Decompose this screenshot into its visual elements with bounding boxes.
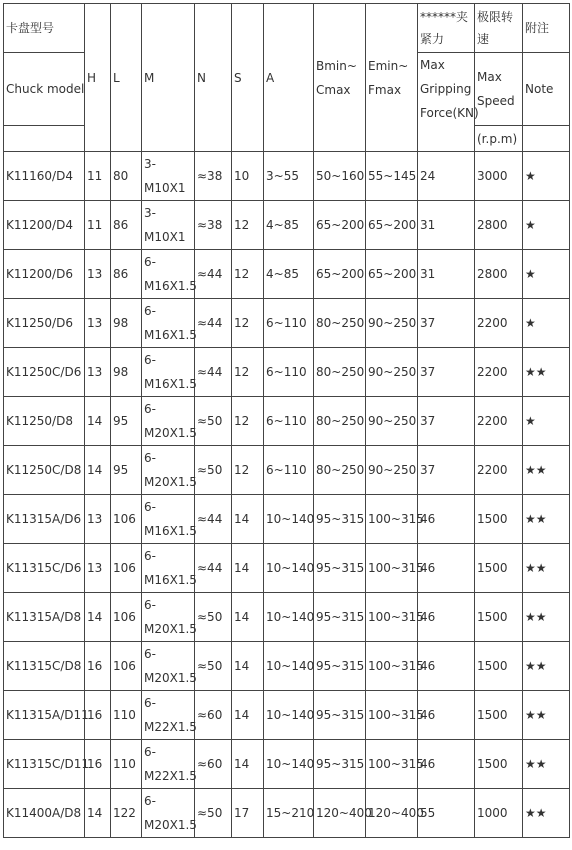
cell-force: 37 [418, 446, 475, 495]
cell-note: ★★ [523, 642, 570, 691]
cell-M [142, 348, 195, 397]
cell-S: 14 [232, 544, 264, 593]
cell-S: 12 [232, 250, 264, 299]
cell-M [142, 789, 195, 838]
cell-A: 10~140 [264, 495, 314, 544]
table-row [4, 299, 570, 348]
cell-E: 120~400 [366, 789, 418, 838]
cell-M-count: 3- [144, 157, 156, 171]
cell-B: 50~160 [314, 152, 366, 201]
cell-M [142, 495, 195, 544]
header-L: L [111, 4, 142, 152]
cell-A: 6~110 [264, 397, 314, 446]
cell-M [142, 593, 195, 642]
cell-speed: 1500 [475, 593, 523, 642]
cell-N: ≈38 [195, 152, 232, 201]
table-row [4, 593, 570, 642]
cell-H: 14 [85, 593, 111, 642]
cell-M [142, 299, 195, 348]
cell-L: 110 [111, 691, 142, 740]
cell-B: 95~315 [314, 740, 366, 789]
cell-H: 16 [85, 740, 111, 789]
cell-speed: 1500 [475, 544, 523, 593]
cell-H: 11 [85, 201, 111, 250]
cell-M-thread: M16X1.5 [144, 573, 197, 587]
header-E-line1: Emin~ [368, 58, 409, 73]
cell-H: 14 [85, 397, 111, 446]
header-force-line1: Max [420, 58, 445, 72]
cell-H: 14 [85, 446, 111, 495]
cell-M-count: 6- [144, 598, 156, 612]
cell-M-count: 6- [144, 696, 156, 710]
cell-A: 6~110 [264, 446, 314, 495]
cell-force: 37 [418, 348, 475, 397]
cell-model: K11315A/D8 [4, 593, 85, 642]
header-model-blank [4, 126, 85, 152]
cell-M-thread: M20X1.5 [144, 671, 197, 685]
header-speed-zh: 极限转速 [475, 4, 523, 53]
cell-B: 95~315 [314, 593, 366, 642]
cell-model: K11315C/D8 [4, 642, 85, 691]
cell-B: 65~200 [314, 201, 366, 250]
cell-speed: 1000 [475, 789, 523, 838]
cell-A: 10~140 [264, 642, 314, 691]
cell-M-count: 6- [144, 745, 156, 759]
cell-note: ★★ [523, 691, 570, 740]
cell-speed: 1500 [475, 495, 523, 544]
cell-A: 10~140 [264, 691, 314, 740]
cell-E: 100~315 [366, 740, 418, 789]
cell-M [142, 740, 195, 789]
cell-B: 80~250 [314, 348, 366, 397]
header-M: M [142, 4, 195, 152]
cell-force: 31 [418, 201, 475, 250]
cell-force: 55 [418, 789, 475, 838]
cell-M-thread: M16X1.5 [144, 524, 197, 538]
cell-L: 86 [111, 201, 142, 250]
header-speed [475, 53, 523, 126]
cell-S: 12 [232, 446, 264, 495]
cell-B: 95~315 [314, 544, 366, 593]
cell-S: 12 [232, 348, 264, 397]
cell-speed: 2200 [475, 348, 523, 397]
cell-model: K11315C/D11 [4, 740, 85, 789]
cell-B: 120~400 [314, 789, 366, 838]
cell-N: ≈44 [195, 299, 232, 348]
cell-L: 106 [111, 495, 142, 544]
cell-L: 110 [111, 740, 142, 789]
cell-S: 12 [232, 397, 264, 446]
cell-N: ≈44 [195, 250, 232, 299]
cell-model: K11250C/D6 [4, 348, 85, 397]
cell-M [142, 691, 195, 740]
cell-speed: 3000 [475, 152, 523, 201]
cell-H: 13 [85, 348, 111, 397]
header-model-zh: 卡盘型号 [4, 4, 85, 53]
cell-speed: 2200 [475, 446, 523, 495]
cell-M-thread: M16X1.5 [144, 279, 197, 293]
cell-M-thread: M22X1.5 [144, 769, 197, 783]
cell-force: 46 [418, 642, 475, 691]
cell-force: 46 [418, 740, 475, 789]
cell-speed: 2800 [475, 201, 523, 250]
header-speed-line1: Max [477, 70, 502, 84]
cell-E: 100~315 [366, 495, 418, 544]
cell-A: 10~140 [264, 544, 314, 593]
cell-force: 31 [418, 250, 475, 299]
cell-note: ★ [523, 201, 570, 250]
cell-M-count: 6- [144, 255, 156, 269]
cell-force: 46 [418, 544, 475, 593]
cell-M [142, 152, 195, 201]
cell-H: 16 [85, 691, 111, 740]
cell-model: K11200/D4 [4, 201, 85, 250]
header-note-blank [523, 126, 570, 152]
cell-note: ★ [523, 250, 570, 299]
cell-E: 100~315 [366, 544, 418, 593]
cell-M-thread: M20X1.5 [144, 475, 197, 489]
cell-speed: 1500 [475, 740, 523, 789]
cell-E: 100~315 [366, 691, 418, 740]
cell-N: ≈60 [195, 740, 232, 789]
cell-N: ≈50 [195, 397, 232, 446]
table-row [4, 250, 570, 299]
cell-B: 80~250 [314, 397, 366, 446]
table-row [4, 348, 570, 397]
cell-model: K11250/D6 [4, 299, 85, 348]
cell-M-thread: M22X1.5 [144, 720, 197, 734]
cell-M-count: 6- [144, 500, 156, 514]
cell-force: 24 [418, 152, 475, 201]
cell-A: 4~85 [264, 201, 314, 250]
cell-N: ≈44 [195, 544, 232, 593]
cell-A: 4~85 [264, 250, 314, 299]
cell-B: 80~250 [314, 299, 366, 348]
cell-model: K11250/D8 [4, 397, 85, 446]
cell-note: ★★ [523, 348, 570, 397]
cell-E: 100~315 [366, 642, 418, 691]
cell-L: 98 [111, 348, 142, 397]
cell-H: 13 [85, 250, 111, 299]
cell-H: 13 [85, 544, 111, 593]
cell-speed: 2200 [475, 397, 523, 446]
header-note-zh: 附注 [523, 4, 570, 53]
header-A: A [264, 4, 314, 152]
cell-L: 86 [111, 250, 142, 299]
cell-E: 90~250 [366, 446, 418, 495]
cell-E: 90~250 [366, 348, 418, 397]
table-row [4, 495, 570, 544]
cell-force: 46 [418, 691, 475, 740]
cell-force: 46 [418, 495, 475, 544]
table-row [4, 152, 570, 201]
header-speed-line2: Speed [477, 94, 515, 108]
cell-L: 95 [111, 397, 142, 446]
cell-E: 55~145 [366, 152, 418, 201]
cell-S: 14 [232, 740, 264, 789]
table-row [4, 789, 570, 838]
cell-model: K11200/D6 [4, 250, 85, 299]
cell-M [142, 201, 195, 250]
cell-S: 14 [232, 691, 264, 740]
chuck-spec-table [3, 3, 570, 838]
cell-M-count: 6- [144, 451, 156, 465]
header-B-line2: Cmax [316, 82, 351, 97]
cell-L: 106 [111, 642, 142, 691]
cell-N: ≈50 [195, 789, 232, 838]
cell-L: 122 [111, 789, 142, 838]
header-force [418, 53, 479, 152]
header-speed-unit: (r.p.m) [475, 126, 523, 152]
cell-L: 98 [111, 299, 142, 348]
cell-H: 13 [85, 495, 111, 544]
cell-B: 65~200 [314, 250, 366, 299]
cell-force: 37 [418, 299, 475, 348]
cell-N: ≈44 [195, 495, 232, 544]
cell-note: ★★ [523, 495, 570, 544]
cell-note: ★★ [523, 740, 570, 789]
cell-M [142, 544, 195, 593]
table-row [4, 691, 570, 740]
header-note-en: Note [523, 53, 570, 126]
cell-E: 65~200 [366, 250, 418, 299]
cell-H: 13 [85, 299, 111, 348]
cell-note: ★ [523, 397, 570, 446]
cell-M-count: 6- [144, 647, 156, 661]
cell-A: 6~110 [264, 299, 314, 348]
table-row [4, 397, 570, 446]
cell-M-count: 6- [144, 794, 156, 808]
cell-M-count: 6- [144, 353, 156, 367]
header-force-zh: ******夹紧力 [418, 4, 475, 53]
cell-A: 10~140 [264, 593, 314, 642]
cell-speed: 2800 [475, 250, 523, 299]
cell-M-thread: M20X1.5 [144, 622, 197, 636]
cell-M [142, 397, 195, 446]
cell-note: ★★ [523, 593, 570, 642]
cell-L: 80 [111, 152, 142, 201]
cell-N: ≈60 [195, 691, 232, 740]
cell-H: 11 [85, 152, 111, 201]
cell-B: 95~315 [314, 495, 366, 544]
cell-M-thread: M20X1.5 [144, 426, 197, 440]
cell-S: 14 [232, 495, 264, 544]
cell-M [142, 642, 195, 691]
cell-L: 95 [111, 446, 142, 495]
cell-S: 12 [232, 201, 264, 250]
table-row [4, 201, 570, 250]
header-force-line3: Force(KN) [420, 106, 479, 120]
cell-H: 14 [85, 789, 111, 838]
cell-M [142, 250, 195, 299]
cell-N: ≈44 [195, 348, 232, 397]
cell-N: ≈38 [195, 201, 232, 250]
cell-A: 3~55 [264, 152, 314, 201]
cell-S: 14 [232, 642, 264, 691]
cell-speed: 1500 [475, 642, 523, 691]
table-row [4, 642, 570, 691]
cell-note: ★★ [523, 789, 570, 838]
cell-note: ★ [523, 299, 570, 348]
cell-L: 106 [111, 593, 142, 642]
header-N: N [195, 4, 232, 152]
cell-H: 16 [85, 642, 111, 691]
cell-model: K11315C/D6 [4, 544, 85, 593]
cell-force: 46 [418, 593, 475, 642]
cell-note: ★ [523, 152, 570, 201]
cell-N: ≈50 [195, 446, 232, 495]
header-model-en: Chuck model [4, 53, 85, 126]
cell-model: K11160/D4 [4, 152, 85, 201]
table-row [4, 740, 570, 789]
header-S: S [232, 4, 264, 152]
cell-M-thread: M16X1.5 [144, 377, 197, 391]
cell-M-count: 3- [144, 206, 156, 220]
cell-B: 80~250 [314, 446, 366, 495]
cell-E: 65~200 [366, 201, 418, 250]
table-row [4, 446, 570, 495]
header-B-line1: Bmin~ [316, 58, 357, 73]
cell-S: 10 [232, 152, 264, 201]
cell-model: K11315A/D6 [4, 495, 85, 544]
cell-note: ★★ [523, 544, 570, 593]
cell-model: K11250C/D8 [4, 446, 85, 495]
cell-B: 95~315 [314, 691, 366, 740]
table-row [4, 544, 570, 593]
cell-M-thread: M10X1 [144, 181, 186, 195]
cell-speed: 2200 [475, 299, 523, 348]
cell-speed: 1500 [475, 691, 523, 740]
header-force-line2: Gripping [420, 82, 472, 96]
cell-A: 15~210 [264, 789, 314, 838]
cell-B: 95~315 [314, 642, 366, 691]
cell-A: 6~110 [264, 348, 314, 397]
cell-M-count: 6- [144, 549, 156, 563]
cell-M [142, 446, 195, 495]
cell-M-thread: M20X1.5 [144, 818, 197, 832]
cell-E: 100~315 [366, 593, 418, 642]
header-E [366, 4, 418, 152]
cell-model: K11315A/D11 [4, 691, 85, 740]
cell-S: 14 [232, 593, 264, 642]
cell-E: 90~250 [366, 299, 418, 348]
cell-S: 17 [232, 789, 264, 838]
cell-note: ★★ [523, 446, 570, 495]
cell-N: ≈50 [195, 642, 232, 691]
cell-M-count: 6- [144, 402, 156, 416]
cell-S: 12 [232, 299, 264, 348]
header-H: H [85, 4, 111, 152]
header-E-line2: Fmax [368, 82, 402, 97]
cell-A: 10~140 [264, 740, 314, 789]
cell-force: 37 [418, 397, 475, 446]
header-B [314, 4, 366, 152]
cell-L: 106 [111, 544, 142, 593]
cell-M-count: 6- [144, 304, 156, 318]
cell-model: K11400A/D8 [4, 789, 85, 838]
cell-E: 90~250 [366, 397, 418, 446]
cell-M-thread: M10X1 [144, 230, 186, 244]
cell-N: ≈50 [195, 593, 232, 642]
cell-M-thread: M16X1.5 [144, 328, 197, 342]
